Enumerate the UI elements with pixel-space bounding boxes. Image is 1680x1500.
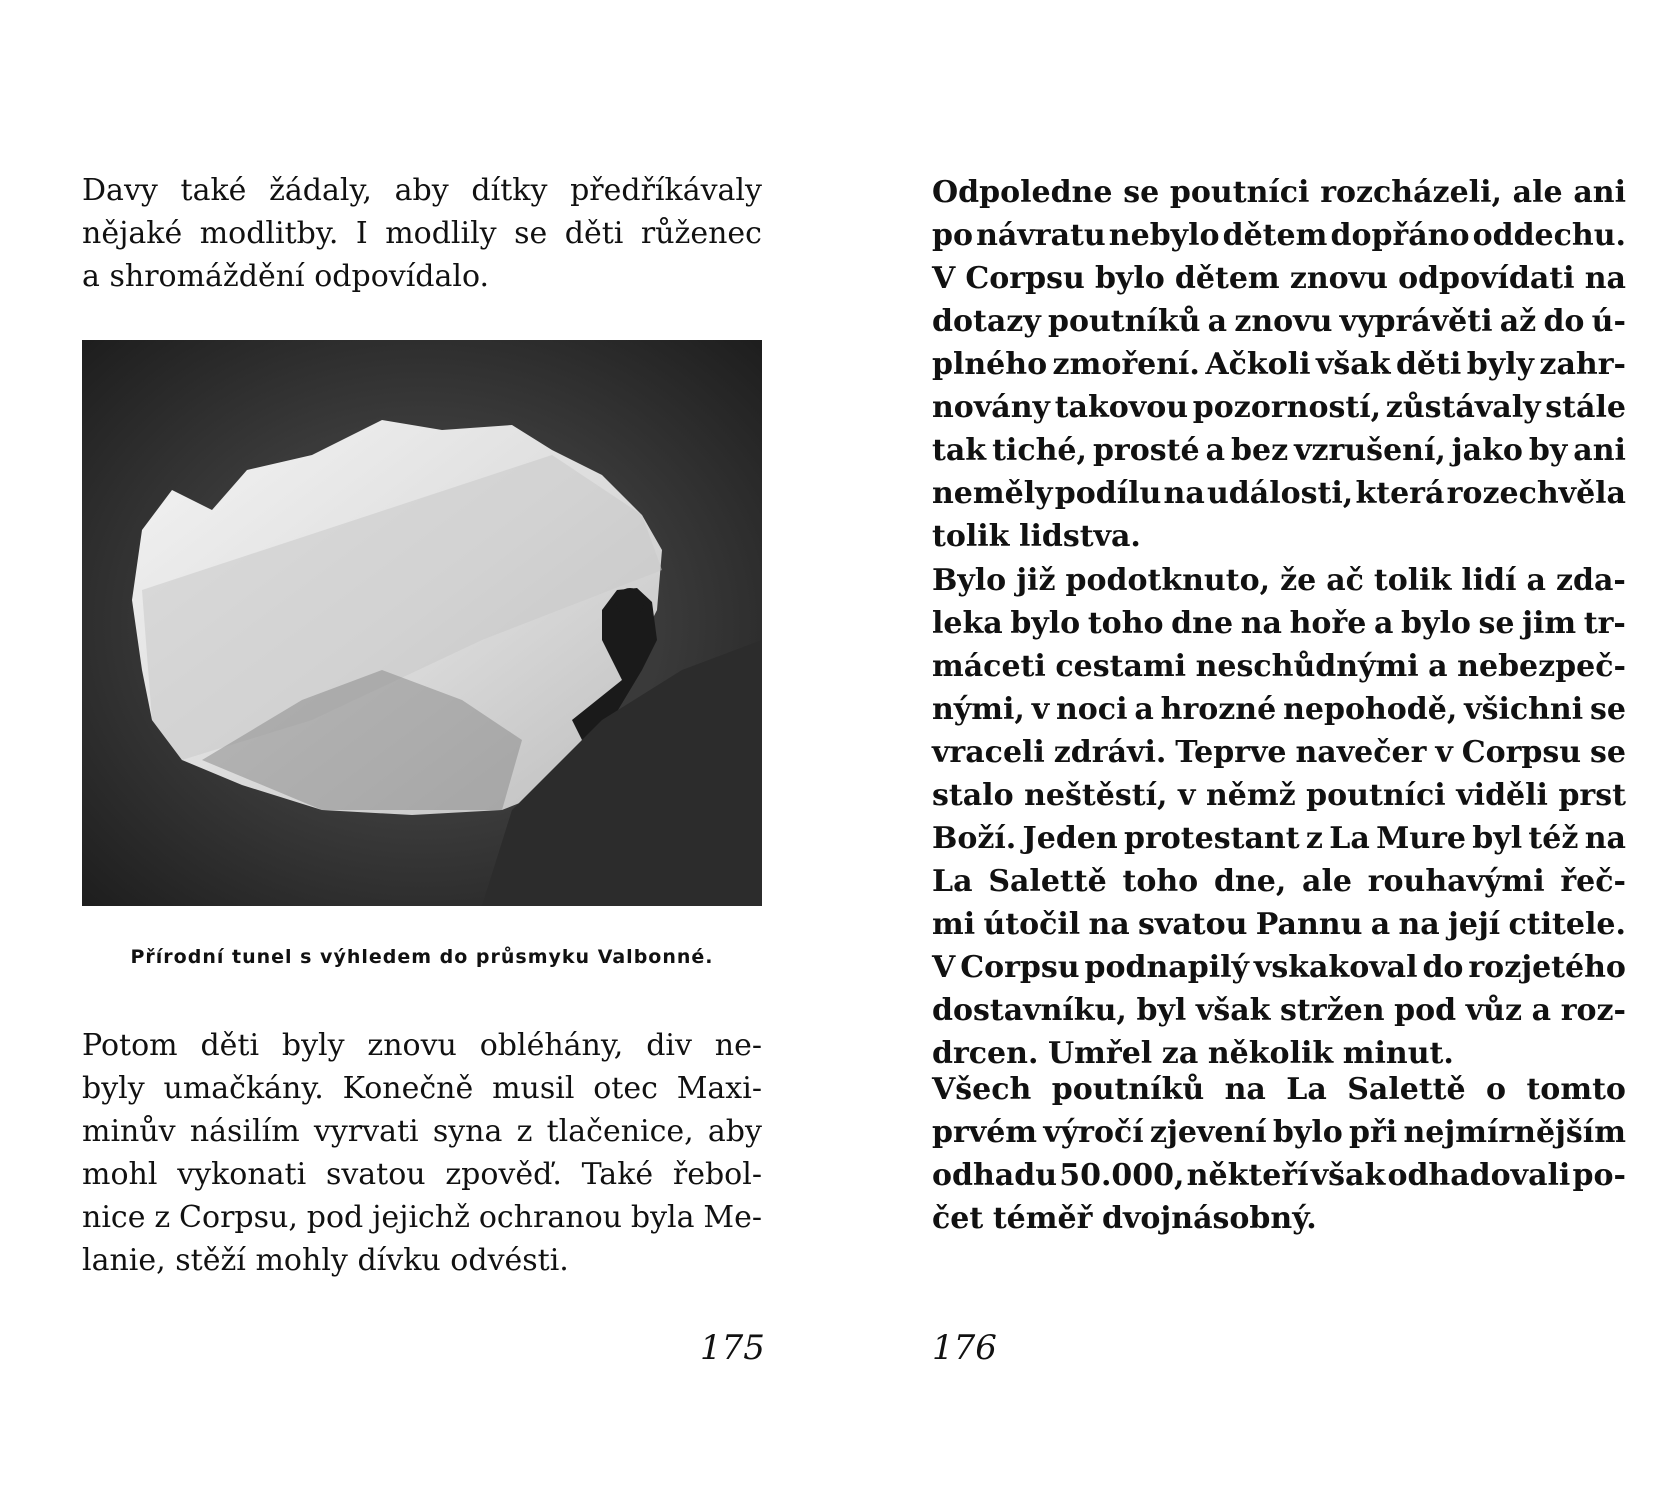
word: v (1031, 692, 1050, 727)
word: hrozné (1160, 692, 1277, 727)
word: ale (1302, 864, 1352, 899)
word: a (1531, 993, 1552, 1028)
word: cestami (1055, 649, 1187, 684)
word: téměř (992, 1201, 1093, 1236)
left-bottom-paragraph (82, 1024, 762, 1282)
word: a (82, 259, 100, 294)
word: shromáždění (109, 259, 305, 294)
text-line (82, 1067, 762, 1110)
word: lanie, (82, 1243, 166, 1278)
word: pozorností, (1192, 390, 1382, 425)
word: vyprávěti (1339, 304, 1493, 339)
word: a (1134, 692, 1154, 727)
word: zjevení (1149, 1115, 1267, 1150)
word: prosté (1092, 433, 1200, 468)
word: výročí (1043, 1115, 1144, 1150)
word: však (1195, 993, 1271, 1028)
word: z (516, 1114, 533, 1149)
word: Jeden (1022, 821, 1118, 856)
word: Také (581, 1157, 654, 1192)
word: lidí (1461, 563, 1517, 598)
word: dotazy (932, 304, 1041, 339)
word: vyrvati (313, 1114, 419, 1149)
word: na (1584, 261, 1626, 296)
word: Mure (1376, 821, 1466, 856)
word: jim (1522, 606, 1577, 641)
word: byl (1136, 993, 1187, 1028)
word: prvém (932, 1115, 1038, 1150)
word: aby (707, 1114, 762, 1149)
word: stále (1545, 390, 1626, 425)
left-top-paragraph (82, 169, 762, 298)
word: byly (1466, 347, 1534, 382)
right-paragraph-2 (932, 559, 1626, 1075)
word: Všech (932, 1072, 1032, 1107)
word: odhadu (932, 1158, 1058, 1193)
word: nými, (932, 692, 1025, 727)
word: Umřel (1048, 1036, 1153, 1071)
word: při (1349, 1115, 1398, 1150)
word: zahr- (1539, 347, 1626, 382)
word: zda- (1555, 563, 1626, 598)
text-line (82, 212, 762, 255)
word: čet (932, 1201, 984, 1236)
word: a (1373, 606, 1394, 641)
word: na (1224, 1072, 1266, 1107)
text-line (82, 169, 762, 212)
word: děti (564, 216, 624, 251)
word: na (1398, 907, 1440, 942)
word: znovu (1289, 261, 1388, 296)
text-line (932, 774, 1626, 817)
text-line (932, 386, 1626, 429)
word: div (646, 1028, 692, 1063)
word: dostavníku, (932, 993, 1127, 1028)
text-line (932, 472, 1626, 515)
word: podílu (1054, 476, 1162, 511)
word: vůz (1465, 993, 1523, 1028)
word: ctitele. (1508, 907, 1626, 942)
figure-caption: Přírodní tunel s výhledem do průsmyku Valbonné. (130, 946, 714, 968)
word: tolik (932, 519, 1010, 554)
text-line (932, 817, 1626, 860)
word: ochranou (478, 1200, 622, 1235)
word: však (1310, 1158, 1386, 1193)
word: odpovídalo. (314, 259, 490, 294)
word: modlily (385, 216, 497, 251)
word: mohly (255, 1243, 348, 1278)
word: poutníků (1051, 1072, 1205, 1107)
word: protestant (1124, 821, 1300, 856)
word: La (1286, 1072, 1327, 1107)
text-line (932, 602, 1626, 645)
word: mi (932, 907, 976, 942)
text-line (82, 1153, 762, 1196)
word: dětem (1174, 261, 1280, 296)
word: dne (1171, 606, 1234, 641)
word: 50.000, (1059, 1158, 1185, 1193)
text-line (932, 1111, 1626, 1154)
word: předříkávaly (570, 173, 762, 208)
word: dopřáno (1330, 218, 1470, 253)
word: na (1088, 907, 1130, 942)
word: drcen. (932, 1036, 1039, 1071)
word: znovu (1234, 304, 1333, 339)
word: a (1207, 304, 1228, 339)
word: pod (306, 1200, 364, 1235)
word: neštěstí, (1024, 778, 1168, 813)
word: tr- (1583, 606, 1626, 641)
word: zmoření. (1052, 347, 1200, 382)
word: Salettě (988, 864, 1107, 899)
text-line (932, 171, 1626, 214)
word: tolik (1373, 563, 1452, 598)
word: řeč- (1560, 864, 1626, 899)
text-line (82, 1024, 762, 1067)
word: ale (1512, 175, 1563, 210)
word: na (1163, 476, 1205, 511)
word: že (1280, 563, 1317, 598)
word: její (1448, 907, 1501, 942)
word: dívku (357, 1243, 441, 1278)
word: vraceli (932, 735, 1045, 770)
word: La (1329, 821, 1370, 856)
word: tak (932, 433, 987, 468)
word: ú- (1591, 304, 1626, 339)
word: již (1016, 563, 1056, 598)
word: se (1590, 692, 1626, 727)
right-paragraph-3 (932, 1068, 1626, 1240)
word: odhadovali (1387, 1158, 1571, 1193)
text-line (932, 515, 1626, 558)
word: růženec (640, 216, 762, 251)
word: se (514, 216, 548, 251)
page-number: 175 (700, 1328, 765, 1368)
word: v (1177, 778, 1196, 813)
word: pod (1394, 993, 1457, 1028)
word: Corpsu, (179, 1200, 298, 1235)
word: I (355, 216, 368, 251)
word: ač (1326, 563, 1364, 598)
word: Corpsu (1461, 735, 1582, 770)
word: poutníků (1047, 304, 1201, 339)
word: vykonati (177, 1157, 307, 1192)
word: tlačenice, (546, 1114, 694, 1149)
word: všichni (1464, 692, 1584, 727)
word: plného (932, 347, 1048, 382)
word: události, (1207, 476, 1354, 511)
text-line (932, 1154, 1626, 1197)
word: podnapilý (1084, 950, 1249, 985)
word: žádaly, (269, 173, 372, 208)
word: Odpoledne (932, 175, 1113, 210)
word: V (932, 261, 956, 296)
word: dvojnásobný. (1102, 1201, 1317, 1236)
word: vzrušení, (1294, 433, 1446, 468)
word: toho (1122, 864, 1199, 899)
word: V (932, 950, 956, 985)
word: hoře (1289, 606, 1367, 641)
word: bylo (1010, 606, 1081, 641)
word: násilím (189, 1114, 300, 1149)
text-line (932, 1068, 1626, 1111)
word: bez (1231, 433, 1289, 468)
word: noci (1055, 692, 1128, 727)
word: vskakoval (1253, 950, 1418, 985)
word: Boží. (932, 821, 1017, 856)
text-line (932, 214, 1626, 257)
word: která (1355, 476, 1445, 511)
text-line (932, 257, 1626, 300)
word: aby (394, 173, 449, 208)
word: musil (492, 1071, 575, 1106)
word: ani (1573, 433, 1626, 468)
word: by (1528, 433, 1568, 468)
word: nebezpeč- (1457, 649, 1626, 684)
text-line (82, 1196, 762, 1239)
word: bylo (1401, 606, 1471, 641)
word: za (1161, 1036, 1199, 1071)
word: Corpsu (960, 950, 1080, 985)
word: řebol- (672, 1157, 762, 1192)
word: nejmírnějším (1403, 1115, 1626, 1150)
word: Teprve (1175, 735, 1287, 770)
word: toho (1087, 606, 1164, 641)
word: minut. (1342, 1036, 1454, 1071)
word: tomto (1526, 1072, 1626, 1107)
word: Ačkoli (1205, 347, 1311, 382)
word: dítky (471, 173, 548, 208)
text-line (932, 429, 1626, 472)
word: neschůdnými (1195, 649, 1419, 684)
word: se (1478, 606, 1515, 641)
word: stalo (932, 778, 1014, 813)
word: ne- (714, 1028, 762, 1063)
word: roz- (1560, 993, 1626, 1028)
word: se (1590, 735, 1626, 770)
word: oddechu. (1472, 218, 1626, 253)
word: v (1435, 735, 1453, 770)
word: tiché, (992, 433, 1087, 468)
word: stržen (1280, 993, 1385, 1028)
text-line (932, 645, 1626, 688)
word: Me- (703, 1200, 762, 1235)
word: rozcházeli, (1320, 175, 1502, 210)
word: také (180, 173, 247, 208)
word: několik (1207, 1036, 1334, 1071)
text-line (932, 903, 1626, 946)
word: byla (630, 1200, 695, 1235)
word: navečer (1295, 735, 1427, 770)
word: obléhány, (479, 1028, 624, 1063)
word: rozechvěla (1446, 476, 1626, 511)
word: jako (1451, 433, 1523, 468)
word: z (154, 1200, 171, 1235)
word: dětem (1222, 218, 1328, 253)
right-page (840, 0, 1680, 1500)
word: byly (82, 1071, 145, 1106)
word: svatou (325, 1157, 426, 1192)
word: do (1422, 950, 1464, 985)
word: návratu (976, 218, 1106, 253)
word: a (1370, 907, 1391, 942)
text-line (932, 946, 1626, 989)
word: bylo (1272, 1115, 1343, 1150)
word: poutníci (1306, 778, 1446, 813)
word: na (1240, 606, 1282, 641)
word: bylo (1094, 261, 1165, 296)
word: až (1499, 304, 1537, 339)
text-line (82, 1110, 762, 1153)
word: nepohodě, (1283, 692, 1458, 727)
word: odpovídati (1398, 261, 1575, 296)
word: němž (1205, 778, 1296, 813)
word: novány (932, 390, 1050, 425)
text-line (932, 688, 1626, 731)
text-line (932, 1197, 1626, 1240)
text-line (932, 559, 1626, 602)
word: minův (82, 1114, 176, 1149)
word: na (1584, 821, 1626, 856)
page-number: 176 (932, 1328, 997, 1368)
word: takovou (1054, 390, 1189, 425)
word: odvésti. (450, 1243, 569, 1278)
word: otec (593, 1071, 658, 1106)
text-line (932, 989, 1626, 1032)
word: rouhavými (1367, 864, 1545, 899)
word: však (1315, 347, 1391, 382)
word: po- (1572, 1158, 1626, 1193)
word: modlitby. (199, 216, 339, 251)
word: Maxi- (676, 1071, 762, 1106)
text-line (932, 860, 1626, 903)
word: byl (1472, 821, 1523, 856)
word: Corpsu (965, 261, 1085, 296)
text-line (82, 1239, 762, 1282)
word: La (932, 864, 973, 899)
word: po (932, 218, 973, 253)
word: stěží (175, 1243, 246, 1278)
word: umačkány. (163, 1071, 324, 1106)
word: mohl (82, 1157, 158, 1192)
word: o (1486, 1072, 1507, 1107)
word: viděli (1456, 778, 1548, 813)
word: lidstva. (1019, 519, 1141, 554)
word: útočil (983, 907, 1081, 942)
word: nějaké (82, 216, 183, 251)
word: nebylo (1108, 218, 1220, 253)
word: leka (932, 606, 1003, 641)
word: podotknuto, (1065, 563, 1271, 598)
word: Bylo (932, 563, 1007, 598)
word: se (1123, 175, 1160, 210)
word: Davy (82, 173, 158, 208)
word: děti (1395, 347, 1462, 382)
word: prst (1558, 778, 1626, 813)
word: z (1305, 821, 1323, 856)
word: a (1428, 649, 1448, 684)
word: Salettě (1347, 1072, 1466, 1107)
right-paragraph-1 (932, 171, 1626, 558)
word: Potom (82, 1028, 178, 1063)
word: též (1528, 821, 1579, 856)
word: máceti (932, 649, 1046, 684)
word: někteří (1186, 1158, 1309, 1193)
word: do (1543, 304, 1585, 339)
word: zdrávi. (1053, 735, 1167, 770)
word: byly (281, 1028, 345, 1063)
word: dne, (1213, 864, 1287, 899)
text-line (932, 731, 1626, 774)
cave-tunnel-photo (82, 340, 762, 906)
text-line (82, 255, 762, 298)
word: Konečně (342, 1071, 474, 1106)
word: neměly (932, 476, 1053, 511)
word: syna (432, 1114, 503, 1149)
word: poutníci (1169, 175, 1310, 210)
word: svatou (1138, 907, 1248, 942)
word: ani (1573, 175, 1626, 210)
text-line (932, 343, 1626, 386)
word: děti (200, 1028, 260, 1063)
word: nice (82, 1200, 146, 1235)
word: a (1526, 563, 1546, 598)
word: Pannu (1255, 907, 1363, 942)
word: zpověď. (445, 1157, 562, 1192)
word: rozjetého (1468, 950, 1626, 985)
text-line (932, 300, 1626, 343)
word: a (1205, 433, 1226, 468)
word: zůstávaly (1385, 390, 1541, 425)
word: jejichž (372, 1200, 470, 1235)
word: znovu (367, 1028, 457, 1063)
